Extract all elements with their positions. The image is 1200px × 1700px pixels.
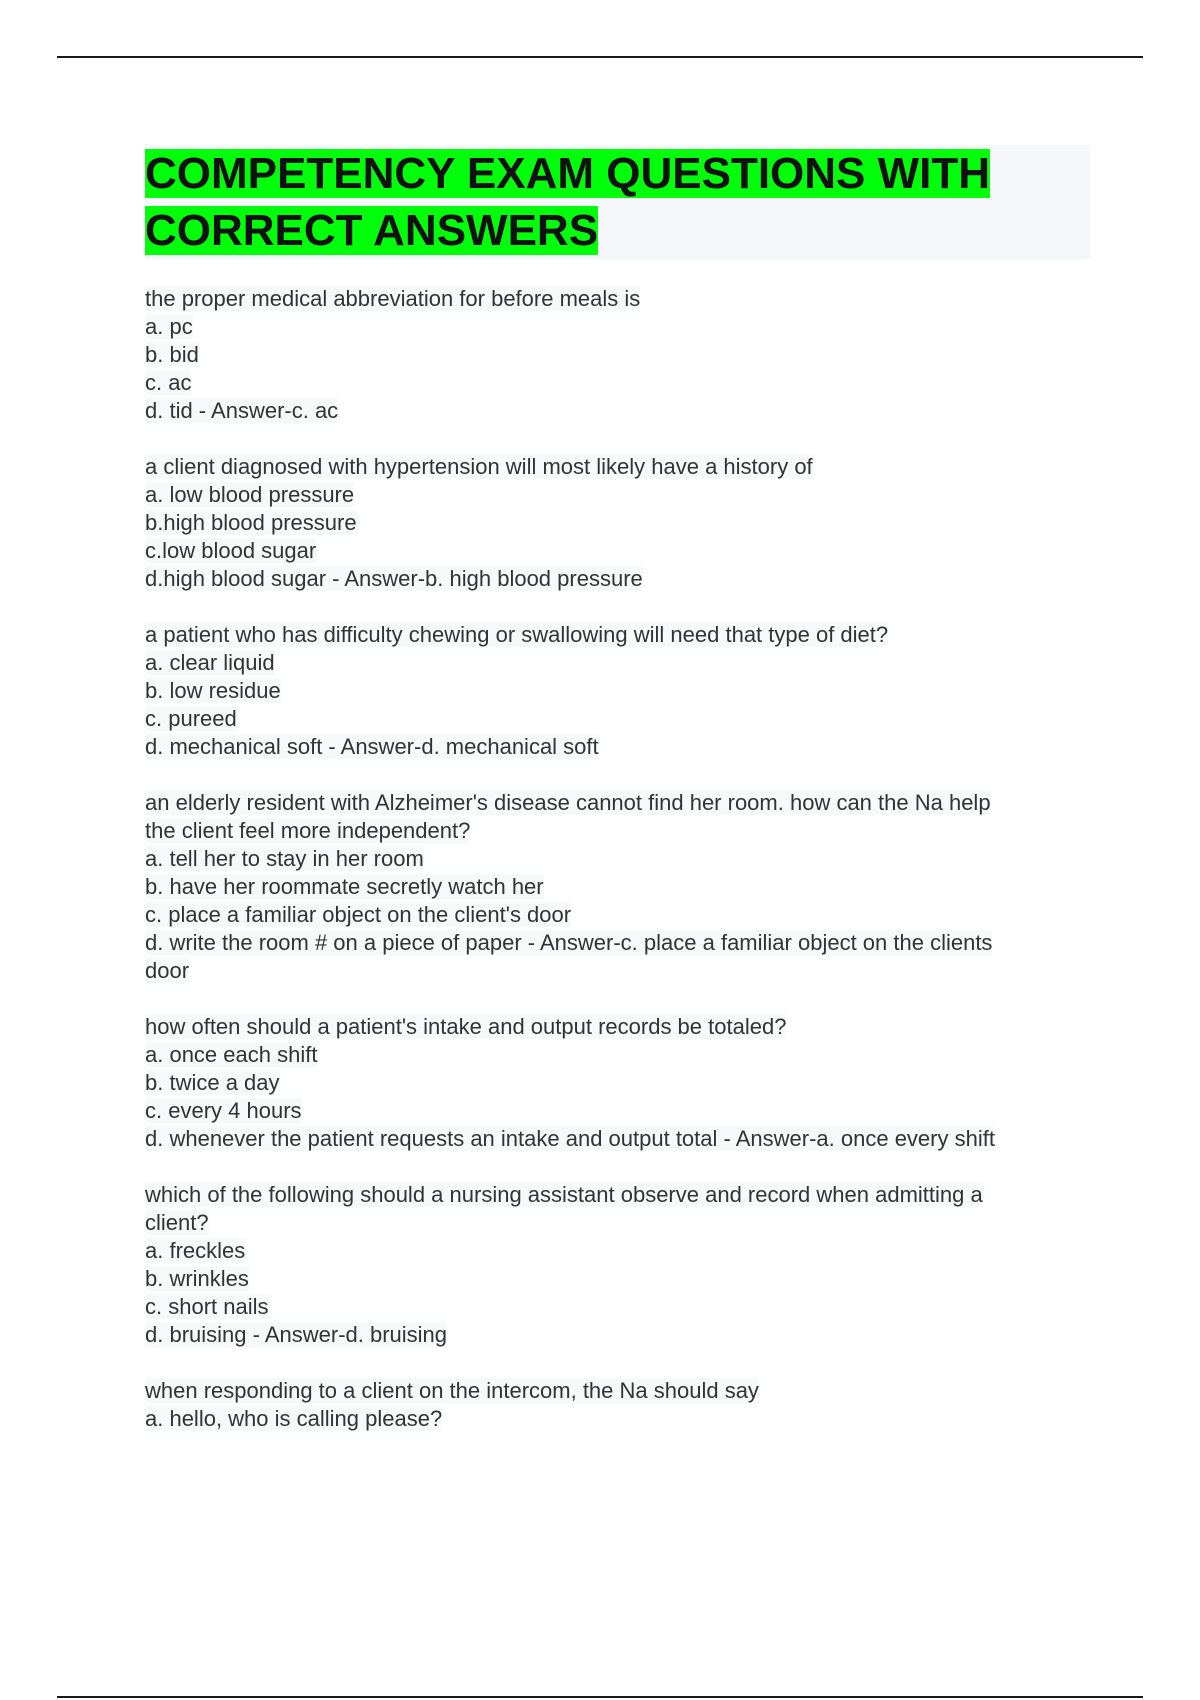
line-text: door	[145, 958, 190, 983]
line-text: c. every 4 hours	[145, 1098, 302, 1123]
question-line	[145, 649, 1090, 677]
line-text: d.high blood sugar - Answer-b. high blood pressure	[145, 566, 643, 591]
line-text: a. clear liquid	[145, 650, 275, 675]
line-text: which of the following should a nursing assistant observe and record when admitting a	[145, 1182, 983, 1207]
question-line	[145, 1209, 1090, 1237]
question-line	[145, 845, 1090, 873]
question-text	[145, 453, 1090, 481]
question-line	[145, 873, 1090, 901]
question-block	[145, 621, 1090, 761]
question-line	[145, 817, 1090, 845]
question-list	[145, 285, 1090, 1433]
question-block	[145, 1013, 1090, 1153]
line-text: d. write the room # on a piece of paper - Answer-c. place a familiar object on the clients	[145, 930, 993, 955]
line-text: b. have her roommate secretly watch her	[145, 874, 544, 899]
line-text: d. bruising - Answer-d. bruising	[145, 1322, 448, 1347]
line-text: the proper medical abbreviation for before meals is	[145, 286, 641, 311]
document-body	[145, 145, 1090, 1461]
title-line-2: CORRECT ANSWERS	[145, 206, 599, 255]
line-text: b.high blood pressure	[145, 510, 357, 535]
question-line	[145, 397, 1090, 425]
question-text	[145, 621, 1090, 649]
question-block	[145, 285, 1090, 425]
line-text: d. mechanical soft - Answer-d. mechanical soft	[145, 734, 599, 759]
line-text: how often should a patient's intake and output records be totaled?	[145, 1014, 787, 1039]
question-line	[145, 901, 1090, 929]
question-text	[145, 285, 1090, 313]
bottom-rule	[57, 1696, 1143, 1698]
question-text	[145, 1377, 1090, 1405]
document-title	[145, 145, 1090, 259]
line-text: a. hello, who is calling please?	[145, 1406, 443, 1431]
line-text: d. whenever the patient requests an intake and output total - Answer-a. once every shift	[145, 1126, 995, 1151]
line-text: a. pc	[145, 314, 193, 339]
question-line	[145, 1097, 1090, 1125]
question-line	[145, 1041, 1090, 1069]
question-block	[145, 1181, 1090, 1349]
question-line	[145, 481, 1090, 509]
question-line	[145, 705, 1090, 733]
question-text	[145, 789, 1090, 817]
line-text: a. low blood pressure	[145, 482, 355, 507]
question-line	[145, 537, 1090, 565]
line-text: the client feel more independent?	[145, 818, 471, 843]
question-line	[145, 369, 1090, 397]
question-line	[145, 1069, 1090, 1097]
line-text: a. once each shift	[145, 1042, 318, 1067]
question-line	[145, 733, 1090, 761]
question-line	[145, 1237, 1090, 1265]
question-line	[145, 565, 1090, 593]
line-text: c. short nails	[145, 1294, 269, 1319]
question-line	[145, 1293, 1090, 1321]
top-rule	[57, 56, 1143, 58]
question-line	[145, 929, 1090, 957]
line-text: a patient who has difficulty chewing or swallowing will need that type of diet?	[145, 622, 889, 647]
question-line	[145, 509, 1090, 537]
question-line	[145, 957, 1090, 985]
line-text: an elderly resident with Alzheimer's disease cannot find her room. how can the Na help	[145, 790, 991, 815]
line-text: c.low blood sugar	[145, 538, 317, 563]
line-text: c. ac	[145, 370, 192, 395]
line-text: a. freckles	[145, 1238, 246, 1263]
line-text: c. pureed	[145, 706, 237, 731]
title-block	[145, 145, 1090, 259]
question-line	[145, 1321, 1090, 1349]
line-text: d. tid - Answer-c. ac	[145, 398, 339, 423]
line-text: b. low residue	[145, 678, 281, 703]
question-line	[145, 1125, 1090, 1153]
line-text: a client diagnosed with hypertension will most likely have a history of	[145, 454, 813, 479]
line-text: c. place a familiar object on the client's door	[145, 902, 572, 927]
line-text: client?	[145, 1210, 209, 1235]
question-line	[145, 341, 1090, 369]
question-line	[145, 677, 1090, 705]
question-line	[145, 1405, 1090, 1433]
line-text: b. twice a day	[145, 1070, 280, 1095]
question-line	[145, 1265, 1090, 1293]
line-text: b. wrinkles	[145, 1266, 249, 1291]
line-text: when responding to a client on the intercom, the Na should say	[145, 1378, 759, 1403]
line-text: b. bid	[145, 342, 199, 367]
line-text: a. tell her to stay in her room	[145, 846, 424, 871]
question-block	[145, 1377, 1090, 1433]
title-line-1: COMPETENCY EXAM QUESTIONS WITH	[145, 149, 991, 198]
question-line	[145, 313, 1090, 341]
question-text	[145, 1013, 1090, 1041]
question-block	[145, 453, 1090, 593]
question-block	[145, 789, 1090, 985]
question-text	[145, 1181, 1090, 1209]
